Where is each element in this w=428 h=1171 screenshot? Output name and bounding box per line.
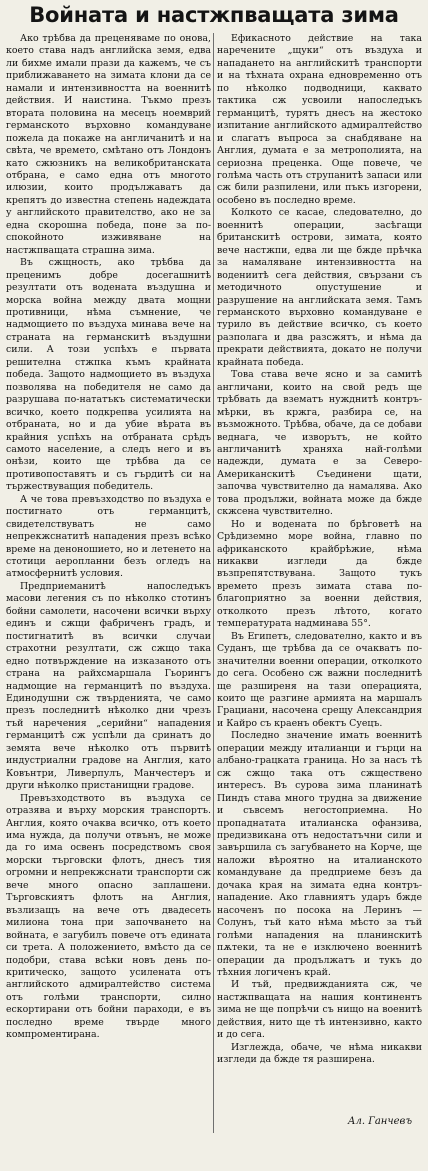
right-column <box>217 33 422 1165</box>
paragraph: А че това превъзходство по въздуха е постигнато отъ германцитѣ, свидетелствуватъ не само непрекжснатитѣ нападения презъ всѣко време на деноношието, но и летенето на стотици аеропланни безъ огледъ на атмосфернитѣ условия. <box>6 493 211 580</box>
paragraph: Но и водената по брѣговетѣ на Срѣдиземно море война, главно по африканското крайбрѣжие, нѣма никакви изгледи да бжде възпрепятствувана. Защото тукъ времето презъ зимата става по-благоприятно за военни действия, отколкото презъ лѣтото, когато температурата надминава 55°. <box>217 518 422 630</box>
paragraph: Последно значение имать военнитѣ операции между италианци и гърци на албано-грацката граница. Но за насъ тѣ сж сжщо така отъ сжществено интересъ. Въ сурова зима планинатѣ Пиндъ става много трудна за движение и съвсемъ негостоприемна. Но пропаднатата италианска офанзива, предизвикана отъ недостатъчни сили и завършила съ загубването на Корче, ще наложи вѣроятно на италианското командуване да предприеме безъ да дочака края на зимата една контръ-нападение. Ако главниятъ ударъ бжде насоченъ по посока на Леринъ — Солунъ, тъй като нѣма мѣсто за тъй голѣми нападения на планинскитѣ пѫтеки, та не е изключено военнитѣ операции да продължатъ и тукъ до тѣхния логиченъ край. <box>217 730 422 978</box>
paragraph: Превъзходството въ въздуха се отразява и върху морския транспортъ. Англия, която очаква всичко, отъ което има нужда, да получи отвънъ, не може да го има освенъ посредствомъ своя морски търговски флотъ, днесъ тия огромни и непрекжснати транспорти сж вече много опасно заплашени. Търговскиятъ флотъ на Англия, възлизащъ на вече отъ двадесеть милиона тона при започването на войната, е загубилъ повече отъ едината си трета. А положението, вмѣсто да се подобри, става всѣки новъ день по-критическо, защото усилената отъ английското адмиралтейство система отъ голѣми транспорти, силно ескортирани отъ бойни параходи, е въ последно време твърде много компроментирана. <box>6 792 211 1041</box>
article-body <box>6 33 422 1165</box>
column-divider <box>213 33 214 1133</box>
author-signature: Ал. Ганчевъ <box>347 1116 412 1127</box>
paragraph: Въ Египетъ, следователно, както и въ Суданъ, ще трѣбва да се очакватъ по-значителни военни операции, отколкото до сега. Особено сж важни последнитѣ ще разширеня на тази операцията, които ще разгине армията на маршалъ Грациани, насочена срещу Александрия и Кайро съ краенъ обектъ Суецъ. <box>217 630 422 729</box>
paragraph: Въ сжщность, ако трѣбва да преценимъ добре досегашнитѣ резултати отъ водената въздушна и морска война между двата мощни противници, нѣма съмнение, че надмощието по въздуха минава вече на страната на германскитѣ въздушни сили. А този успѣхъ е първата решителна стжпка къмъ крайната победа. Защото надмощието въ въздуха позволява на победителя не само да разрушава по-нататъкъ систематически всичко, което подкрепва усилията на отбраната, но и да убие вѣрата въ крайния успѣхъ на отбраната срѣдъ самото население, а следъ него и въ онѣзи, които ще трѣбва да се противопоставятъ и съ гърдитѣ си на тържествуващия победитель. <box>6 257 211 493</box>
paragraph: Ако трѣбва да преценяваме по онова, което става надъ английска земя, едва ли бихме имали прази да кажемъ, че съ приближаването на зимата клони да се намали и интензивността на военнитѣ действия. И наистина. Тъкмо презъ втората половина на месецъ ноемврий германското върховно командуване пожела да покаже на англичанитѣ и на свѣта, че времето, смѣтано отъ Лондонъ като сжюзникъ на великобританската отбрана, е само една отъ многото илюзии, които продължаватъ да крепятъ до известна степень надеждата у английското правителство, ако не за една скорошна победа, поне за по-спокойното изживяване на настжпващата страшна зима. <box>6 33 211 256</box>
paragraph: И тъй, предвижданията сж, че настжпващата на нашия континентъ зима не ще попрѣчи съ нищо на военитѣ действия, нито ще тѣ интензивно, както и до сега. <box>217 979 422 1041</box>
article-headline: Войната и настжпващата зима <box>29 3 399 27</box>
paragraph: Колкото се касае, следователно, до военнитѣ операции, засѣгащи британскитѣ острови, зимата, която вече настжпи, едва ли ще бжде прѣчка за намаляване интензивността на водениитѣ сега действия, свързани съ методичното опустушение и разрушение на английската земя. Тамъ германското върховно командуване е турило въ действие всичко, съ което разполага и два разсжятъ, и нѣма да прекрати действията, докато не получи крайната победа. <box>217 207 422 368</box>
paragraph: Ефикасното действие на така наречените „щуки“ отъ въздуха и нападането на английскитѣ транспорти и на тѣхната охрана едновременно отъ по нѣколко подводници, каквато тактика сж усвоили напоследъкъ германцитѣ, турятъ днесъ на жестоко изпитание английското адмиралтейство и слагатъ въпроса за снабдяване на Англия, думата е за метрополията, на сериозна преценка. Още повече, че голѣма часть отъ струпанитѣ запаси или сж били разпилени, или пъкъ изгорени, особено въ последно време. <box>217 33 422 206</box>
paragraph: Предприеманитѣ напоследъкъ масови легения съ по нѣколко стотинъ бойни самолети, насочени всички върху единъ и сжщи фабриченъ градъ, и постигнатитѣ въ всички случаи страхотни резултати, сж сжщо така едно потвърждение на изказаното отъ страна на райхсмаршала Гьорингъ надмощие на германцитѣ по въздуха. Единодушни сж твърденията, че само презъ последнитѣ нѣколко дни чрезъ тъй наречения „серийни“ нападения германцитѣ сж успѣли да сринатъ до земята вече нѣколко отъ първитѣ индустриални градове на Англия, като Ковънтри, Ливерпулъ, Манчестеръ и други нѣколко пристанищни градове. <box>6 580 211 792</box>
left-column <box>6 33 211 1165</box>
paragraph: Това става вече ясно и за самитѣ англичани, които на свой редъ ще трѣбвать да взематъ нужднитѣ контръ-мѣрки, въ кржга, разбира се, на възможното. Трѣбва, обаче, да се добави веднага, че изворътъ, не който англичанитѣ храняха най-голѣми надежди, думата е за Северо-Американскитѣ Съединени щати, започва чувствително да намалява. Ако това продължи, войната може да бжде скжсена чувствително. <box>217 369 422 518</box>
paragraph: Изглежда, обаче, че нѣма никакви изгледи да бжде тя разширена. <box>217 1041 422 1066</box>
